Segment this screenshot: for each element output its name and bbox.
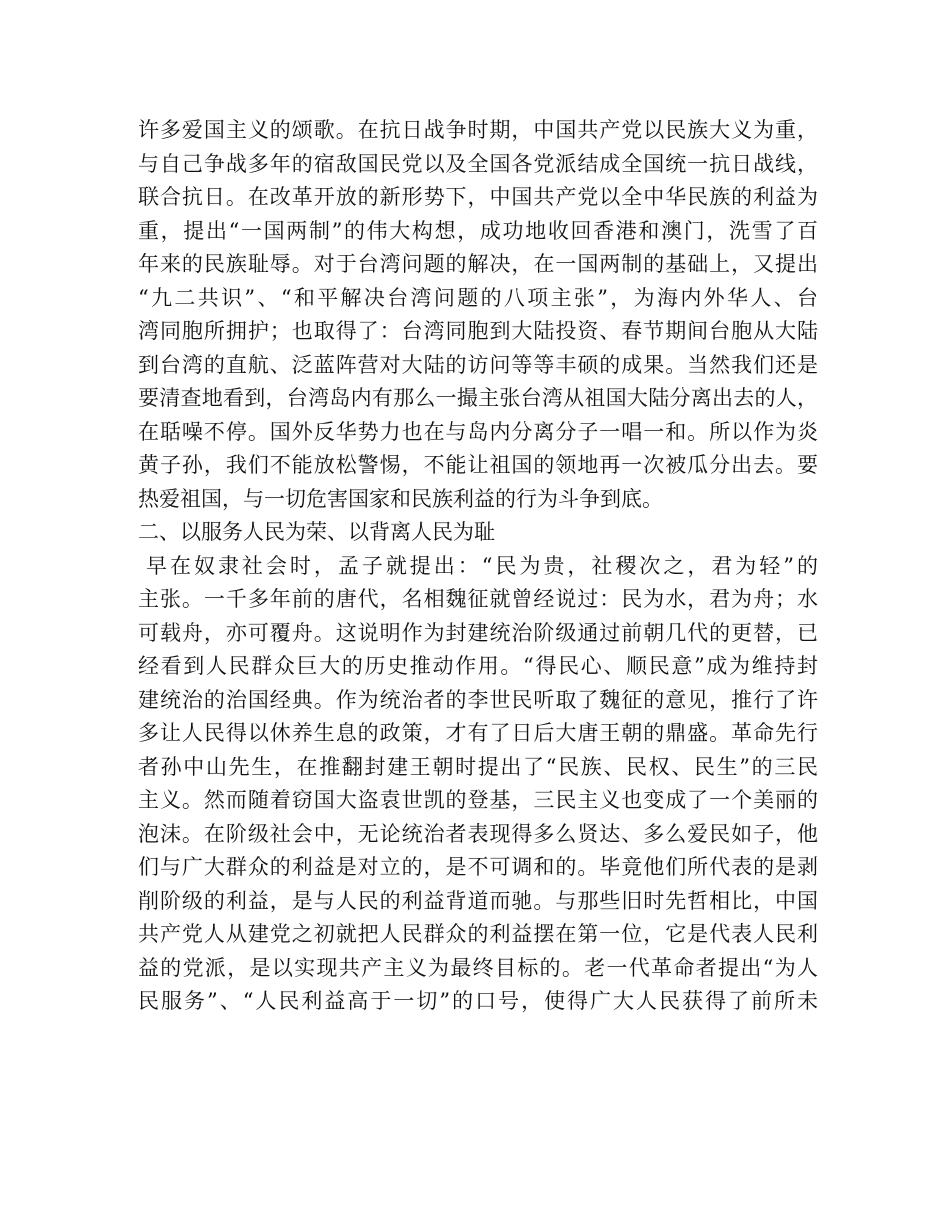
text-line: 与自己争战多年的宿敌国民党以及全国各党派结成全国统一抗日战线， <box>138 151 818 176</box>
document-page <box>138 114 818 1019</box>
text-line: 湾同胞所拥护；也取得了：台湾同胞到大陆投资、春节期间台胞从大陆 <box>138 319 818 343</box>
text-line: 热爱祖国，与一切危害国家和民族利益的行为斗争到底。 <box>138 486 663 511</box>
text-line: 早在奴隶社会时，孟子就提出：“民为贵，社稷次之，君为轻”的 <box>146 553 818 578</box>
text-line: 益的党派，是以实现共产主义为最终目标的。老一代革命者提出“为人 <box>138 955 818 980</box>
text-line: 在聒噪不停。国外反华势力也在与岛内分离分子一唱一和。所以作为炎 <box>138 419 818 444</box>
paragraph-serve-people <box>138 550 818 1019</box>
text-line: 到台湾的直航、泛蓝阵营对大陆的访问等等丰硕的成果。当然我们还是 <box>138 352 818 377</box>
text-line: 重，提出“一国两制”的伟大构想，成功地收回香港和澳门，洗雪了百 <box>138 218 818 243</box>
text-line: 可载舟，亦可覆舟。这说明作为封建统治阶级通过前朝几代的更替，已 <box>138 620 818 645</box>
text-line: 多让人民得以休养生息的政策，才有了日后大唐王朝的鼎盛。革命先行 <box>138 721 818 745</box>
text-line: 们与广大群众的利益是对立的，是不可调和的。毕竟他们所代表的是剥 <box>138 855 818 879</box>
text-line: 黄子孙，我们不能放松警惕，不能让祖国的领地再一次被瓜分出去。要 <box>138 453 818 477</box>
section-heading: 二、以服务人民为荣、以背离人民为耻 <box>138 520 495 544</box>
text-line: 民服务”、“人民利益高于一切”的口号，使得广大人民获得了前所未 <box>138 989 818 1013</box>
text-line: 年来的民族耻辱。对于台湾问题的解决，在一国两制的基础上，又提出 <box>138 252 818 276</box>
text-line: 泡沫。在阶级社会中，无论统治者表现得多么贤达、多么爱民如子，他 <box>138 821 818 846</box>
text-line: 联合抗日。在改革开放的新形势下，中国共产党以全中华民族的利益为 <box>138 185 818 209</box>
text-line: 者孙中山先生，在推翻封建王朝时提出了“民族、民权、民生”的三民 <box>138 754 818 779</box>
text-line: 共产党人从建党之初就把人民群众的利益摆在第一位，它是代表人民利 <box>138 922 818 946</box>
text-line: 主张。一千多年前的唐代，名相魏征就曾经说过：民为水，君为舟；水 <box>138 587 818 611</box>
text-line: 要清查地看到，台湾岛内有那么一撮主张台湾从祖国大陆分离出去的人， <box>138 386 818 410</box>
text-line: 建统治的治国经典。作为统治者的李世民听取了魏征的意见，推行了许 <box>138 687 818 712</box>
text-line: “九二共识”、“和平解决台湾问题的八项主张”，为海内外华人、台 <box>138 285 818 310</box>
paragraph-patriotism <box>138 114 818 516</box>
text-line: 主义。然而随着窃国大盗袁世凯的登基，三民主义也变成了一个美丽的 <box>138 788 818 812</box>
text-line: 许多爱国主义的颂歌。在抗日战争时期，中国共产党以民族大义为重， <box>138 118 818 142</box>
text-line: 削阶级的利益，是与人民的利益背道而驰。与那些旧时先哲相比，中国 <box>138 888 818 913</box>
text-line: 经看到人民群众巨大的历史推动作用。“得民心、顺民意”成为维持封 <box>138 654 818 678</box>
